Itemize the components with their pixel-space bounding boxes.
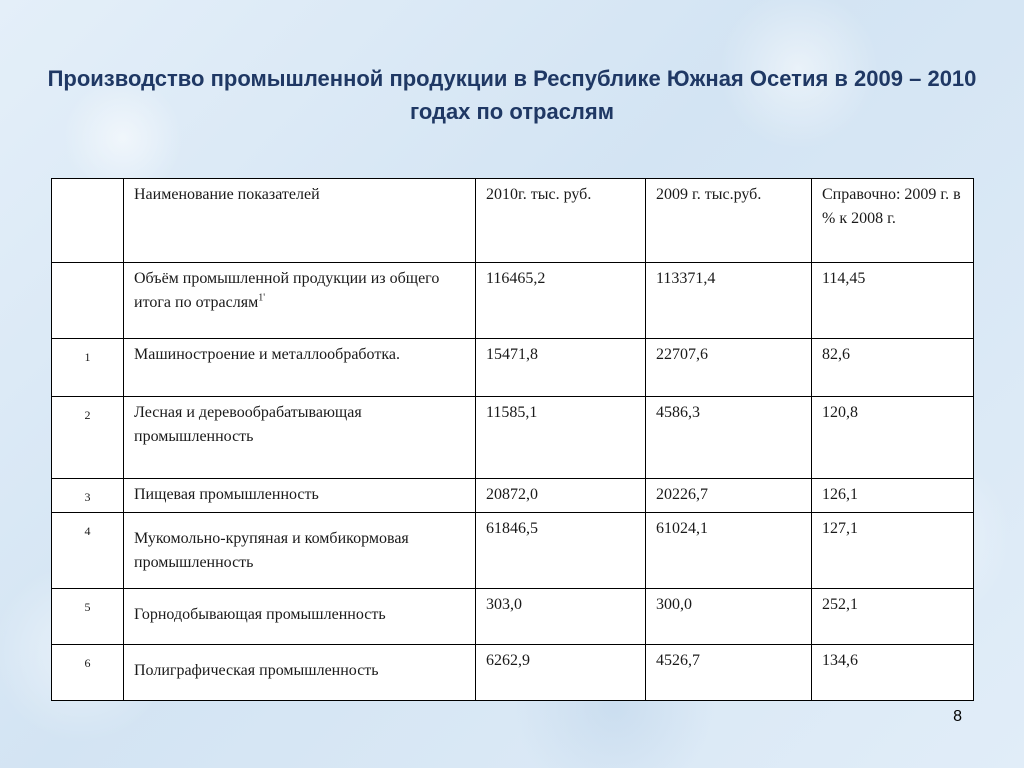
total-num: [52, 263, 124, 339]
production-table: [51, 178, 974, 701]
row-name: Машиностроение и металлообработка.: [124, 339, 476, 397]
row-2010: 303,0: [476, 589, 646, 645]
header-num: [52, 179, 124, 263]
row-name: Лесная и деревообрабатывающая промышленность: [124, 397, 476, 479]
table-header-row: [52, 179, 974, 263]
slide-title: Производство промышленной продукции в Республике Южная Осетия в 2009 – 2010 годах по отраслям: [47, 66, 977, 124]
row-num: 4: [52, 513, 124, 589]
production-table-container: [51, 178, 973, 701]
row-2009: 4586,3: [646, 397, 812, 479]
header-name: Наименование показателей: [124, 179, 476, 263]
total-2009: 113371,4: [646, 263, 812, 339]
row-num: 5: [52, 589, 124, 645]
row-reference: 120,8: [812, 397, 974, 479]
table-row: [52, 513, 974, 589]
table-row-total: [52, 263, 974, 339]
row-reference: 252,1: [812, 589, 974, 645]
header-2009: 2009 г. тыс.руб.: [646, 179, 812, 263]
row-2010: 20872,0: [476, 479, 646, 513]
row-num: 6: [52, 645, 124, 701]
row-2009: 300,0: [646, 589, 812, 645]
page-number: 8: [953, 708, 962, 725]
row-num: 3: [52, 479, 124, 513]
row-name: Полиграфическая промышленность: [124, 645, 476, 701]
footnote-mark: 1': [258, 292, 266, 304]
row-2009: 4526,7: [646, 645, 812, 701]
row-2010: 61846,5: [476, 513, 646, 589]
table-row: [52, 479, 974, 513]
row-num: 2: [52, 397, 124, 479]
row-name: Горнодобывающая промышленность: [124, 589, 476, 645]
row-reference: 127,1: [812, 513, 974, 589]
table-row: [52, 645, 974, 701]
row-reference: 82,6: [812, 339, 974, 397]
row-name: Пищевая промышленность: [124, 479, 476, 513]
row-2009: 20226,7: [646, 479, 812, 513]
row-2010: 11585,1: [476, 397, 646, 479]
total-2010: 116465,2: [476, 263, 646, 339]
total-name: [124, 263, 476, 339]
row-reference: 126,1: [812, 479, 974, 513]
total-name-text: Объём промышленной продукции из общего итога по отраслям: [134, 270, 440, 311]
header-2010: 2010г. тыс. руб.: [476, 179, 646, 263]
row-name: Мукомольно-крупяная и комбикормовая промышленность: [124, 513, 476, 589]
row-num: 1: [52, 339, 124, 397]
table-row: [52, 589, 974, 645]
row-2009: 61024,1: [646, 513, 812, 589]
row-2009: 22707,6: [646, 339, 812, 397]
total-reference: 114,45: [812, 263, 974, 339]
header-reference: Справочно: 2009 г. в % к 2008 г.: [812, 179, 974, 263]
table-row: [52, 339, 974, 397]
row-2010: 15471,8: [476, 339, 646, 397]
row-reference: 134,6: [812, 645, 974, 701]
table-row: [52, 397, 974, 479]
row-2010: 6262,9: [476, 645, 646, 701]
